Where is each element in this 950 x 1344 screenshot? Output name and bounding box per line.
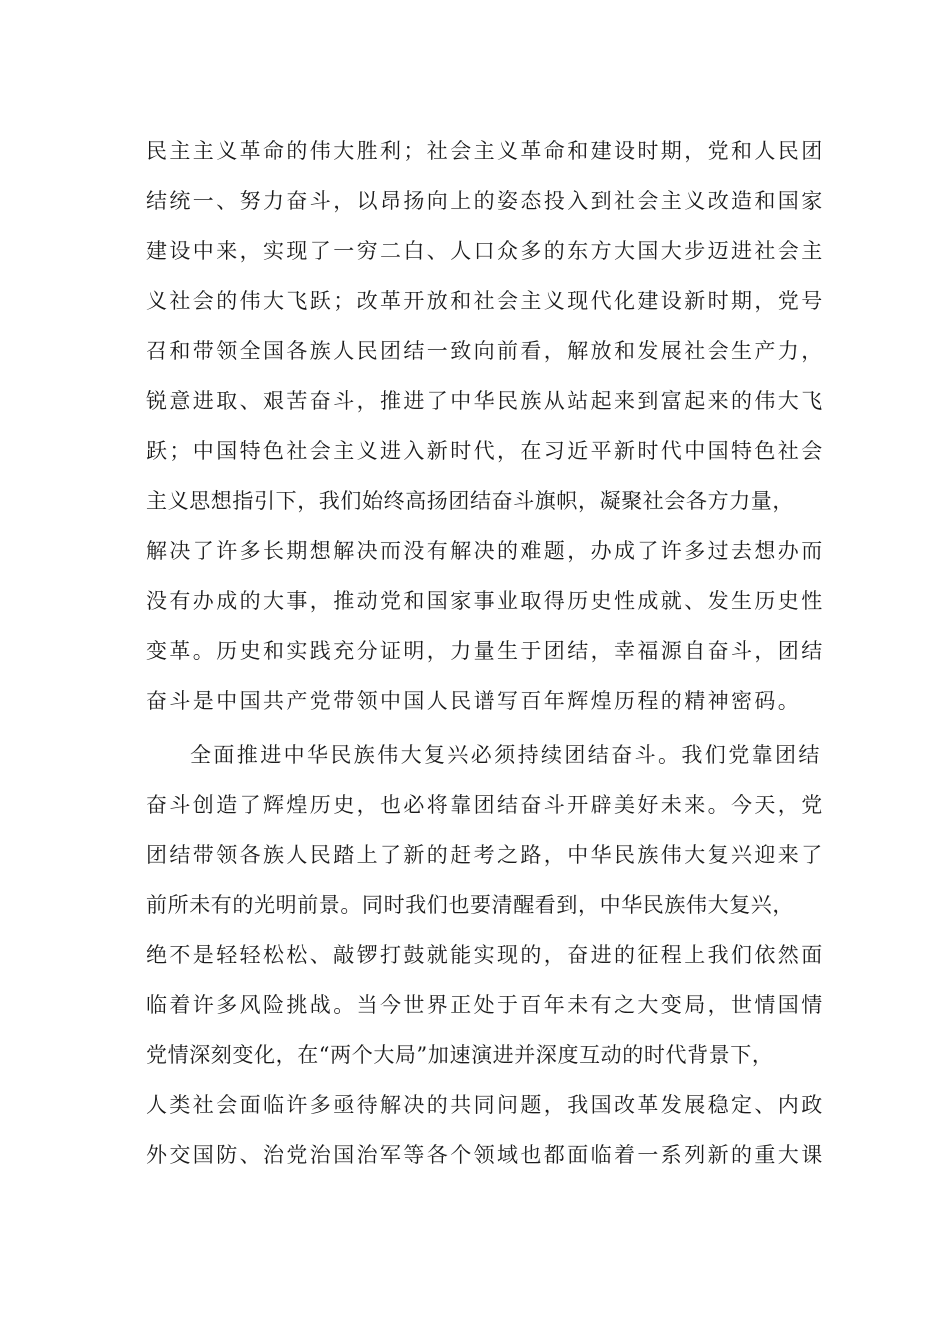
text-line: 临着许多风险挑战。当今世界正处于百年未有之大变局，世情国情 bbox=[146, 993, 825, 1017]
text-line: 没有办成的大事，推动党和国家事业取得历史性成就、发生历史性 bbox=[146, 589, 825, 613]
text-line: 建设中来，实现了一穷二白、人口众多的东方大国大步迈进社会主 bbox=[146, 239, 825, 263]
text-line: 结统一、努力奋斗，以昂扬向上的姿态投入到社会主义改造和国家 bbox=[146, 189, 825, 213]
text-line: 人类社会面临许多亟待解决的共同问题，我国改革发展稳定、内政 bbox=[146, 1093, 825, 1117]
paragraph-1 bbox=[146, 126, 825, 726]
text-line: 主义思想指引下，我们始终高扬团结奋斗旗帜，凝聚社会各方力量， bbox=[146, 489, 794, 513]
text-line: 变革。历史和实践充分证明，力量生于团结，幸福源自奋斗，团结 bbox=[146, 639, 825, 663]
text-line: 全面推进中华民族伟大复兴必须持续团结奋斗。我们党靠团结 bbox=[190, 743, 822, 767]
text-line: 外交国防、治党治国治军等各个领域也都面临着一系列新的重大课 bbox=[146, 1143, 825, 1167]
text-line: 锐意进取、艰苦奋斗，推进了中华民族从站起来到富起来的伟大飞 bbox=[146, 389, 825, 413]
text-line: 民主主义革命的伟大胜利；社会主义革命和建设时期，党和人民团 bbox=[146, 139, 825, 163]
text-line: 绝不是轻轻松松、敲锣打鼓就能实现的，奋进的征程上我们依然面 bbox=[146, 943, 825, 967]
text-line: 党情深刻变化，在“两个大局”加速演进并深度互动的时代背景下， bbox=[146, 1043, 774, 1067]
text-line: 义社会的伟大飞跃；改革开放和社会主义现代化建设新时期，党号 bbox=[146, 289, 825, 313]
text-line: 奋斗创造了辉煌历史，也必将靠团结奋斗开辟美好未来。今天，党 bbox=[146, 793, 825, 817]
text-line: 奋斗是中国共产党带领中国人民谱写百年辉煌历程的精神密码。 bbox=[146, 689, 802, 713]
text-line: 前所未有的光明前景。同时我们也要清醒看到，中华民族伟大复兴， bbox=[146, 893, 794, 917]
text-line: 跃；中国特色社会主义进入新时代，在习近平新时代中国特色社会 bbox=[146, 439, 825, 463]
paragraph-2 bbox=[146, 730, 825, 1180]
text-line: 召和带领全国各族人民团结一致向前看，解放和发展社会生产力， bbox=[146, 339, 825, 363]
text-line: 解决了许多长期想解决而没有解决的难题，办成了许多过去想办而 bbox=[146, 539, 825, 563]
text-line: 团结带领各族人民踏上了新的赶考之路，中华民族伟大复兴迎来了 bbox=[146, 843, 825, 867]
document-body bbox=[146, 126, 825, 1180]
